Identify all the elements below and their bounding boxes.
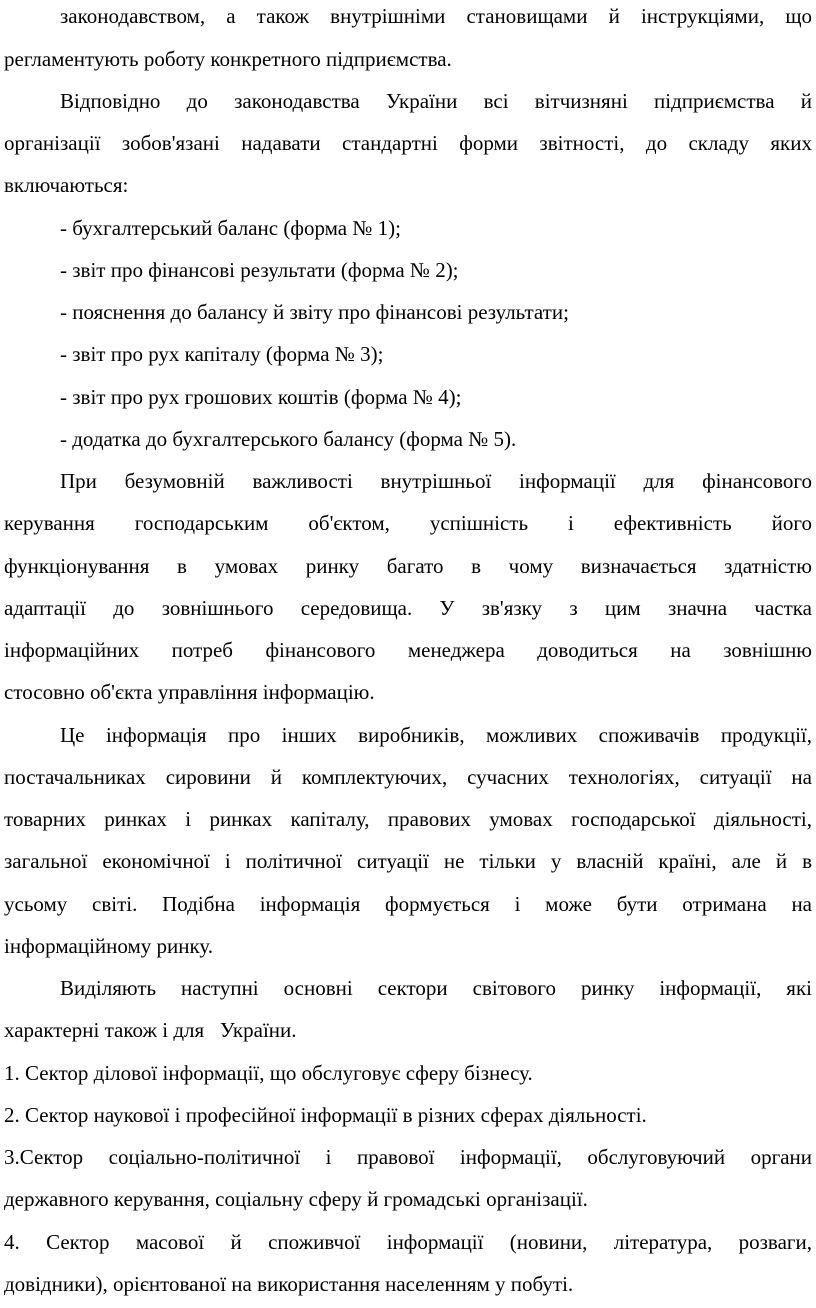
text-line: постачальниках сировини й комплектуючих, сучасних технологіях, ситуації на (4, 765, 812, 789)
text-line: Відповідно до законодавства України всі вітчизняні підприємства й (60, 89, 812, 113)
text-line: функціонування в умовах ринку багато в чому визначається здатністю (4, 554, 812, 578)
text-line: інформаційному ринку. (4, 934, 214, 958)
text-line: характерні також і для України. (4, 1018, 297, 1042)
list-item: 4. Сектор масової й споживчої інформації (новини, література, розваги, (4, 1230, 812, 1254)
list-item: - звіт про рух грошових коштів (форма № 4); (60, 385, 462, 409)
list-item: 3.Сектор соціально-політичної і правової інформації, обслуговуючий органи (4, 1145, 812, 1169)
text-line: товарних ринках і ринках капіталу, правових умовах господарської діяльності, (4, 807, 812, 831)
text-line: керування господарським об'єктом, успішність і ефективність його (4, 511, 812, 535)
list-item: - звіт про фінансові результати (форма № 2); (60, 258, 459, 282)
list-item: 2. Сектор наукової і професійної інформації в різних сферах діяльності. (4, 1103, 647, 1127)
text-line: адаптації до зовнішнього середовища. У зв'язку з цим значна частка (4, 596, 812, 620)
list-item: - бухгалтерський баланс (форма № 1); (60, 216, 401, 240)
text-line: законодавством, а також внутрішніми становищами й інструкціями, що (60, 4, 812, 28)
text-line: усьому світі. Подібна інформація формується і може бути отримана на (4, 892, 812, 916)
list-item: - звіт про рух капіталу (форма № 3); (60, 342, 384, 366)
text-line: Виділяють наступні основні сектори світового ринку інформації, які (60, 976, 812, 1000)
list-item: - пояснення до балансу й звіту про фінансові результати; (60, 300, 569, 324)
text-line: включаються: (4, 173, 129, 197)
text-line: регламентують роботу конкретного підприємства. (4, 47, 452, 71)
text-line: загальної економічної і політичної ситуації не тільки у власній країні, але й в (4, 849, 812, 873)
text-line: стосовно об'єкта управління інформацію. (4, 680, 375, 704)
list-item: - додатка до бухгалтерського балансу (форма № 5). (60, 427, 517, 451)
text-line: довідники), орієнтованої на використання населенням у побуті. (4, 1272, 574, 1296)
text-line: Це інформація про інших виробників, можливих споживачів продукції, (60, 723, 812, 747)
text-line: При безумовній важливості внутрішньої інформації для фінансового (60, 469, 812, 493)
text-line: державного керування, соціальну сферу й громадські організації. (4, 1187, 588, 1211)
text-line: інформаційних потреб фінансового менеджера доводиться на зовнішню (4, 638, 812, 662)
text-line: організації зобов'язані надавати стандартні форми звітності, до складу яких (4, 131, 812, 155)
list-item: 1. Сектор ділової інформації, що обслуговує сферу бізнесу. (4, 1061, 533, 1085)
